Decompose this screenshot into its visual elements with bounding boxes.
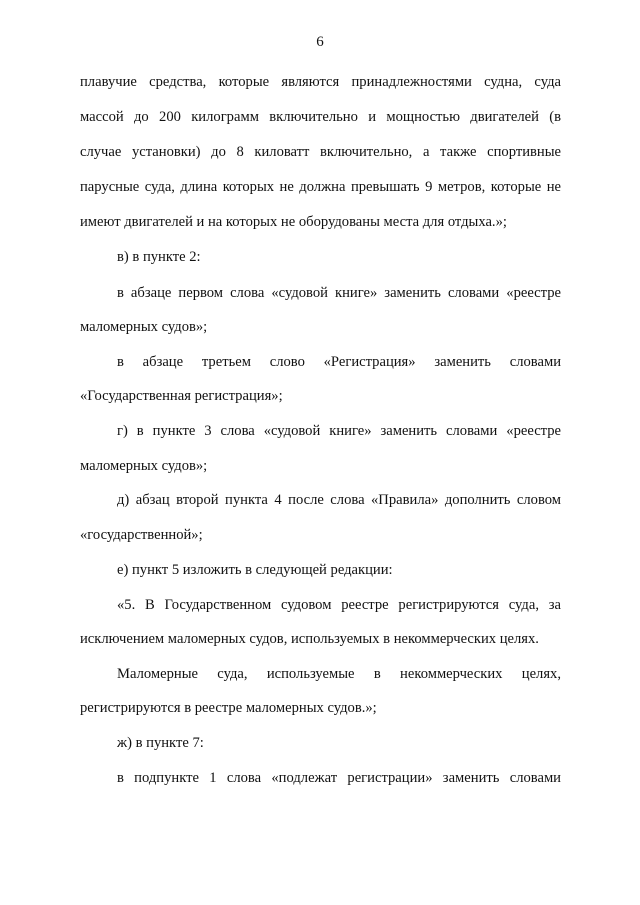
text-line: плавучие средства, которые являются принадлежностями судна, суда (80, 74, 561, 90)
text-line: регистрируются в реестре маломерных судов.»; (80, 700, 377, 716)
text-line: «Государственная регистрация»; (80, 388, 283, 404)
text-line: е) пункт 5 изложить в следующей редакции: (117, 562, 393, 578)
text-line: д) абзац второй пункта 4 после слова «Правила» дополнить словом (117, 492, 561, 508)
text-line: парусные суда, длина которых не должна превышать 9 метров, которые не (80, 179, 561, 195)
text-line: ж) в пункте 7: (117, 735, 204, 751)
text-line: «государственной»; (80, 527, 203, 543)
text-line: маломерных судов»; (80, 458, 208, 474)
text-line: г) в пункте 3 слова «судовой книге» заменить словами «реестре (117, 423, 561, 439)
text-line: имеют двигателей и на которых не оборудованы места для отдыха.»; (80, 214, 507, 230)
text-line: исключением маломерных судов, используемых в некоммерческих целях. (80, 631, 539, 647)
text-line: Маломерные суда, используемые в некоммерческих целях, (117, 666, 561, 682)
text-line: «5. В Государственном судовом реестре регистрируются суда, за (117, 597, 561, 613)
text-line: в абзаце третьем слово «Регистрация» заменить словами (117, 354, 561, 370)
text-line: в абзаце первом слова «судовой книге» заменить словами «реестре (117, 285, 561, 301)
text-line: в подпункте 1 слова «подлежат регистрации» заменить словами (117, 770, 561, 786)
text-line: маломерных судов»; (80, 319, 208, 335)
text-line: в) в пункте 2: (117, 249, 201, 265)
text-line: массой до 200 килограмм включительно и мощностью двигателей (в (80, 109, 561, 125)
page-number: 6 (316, 34, 324, 50)
text-line: случае установки) до 8 киловатт включительно, а также спортивные (80, 144, 561, 160)
